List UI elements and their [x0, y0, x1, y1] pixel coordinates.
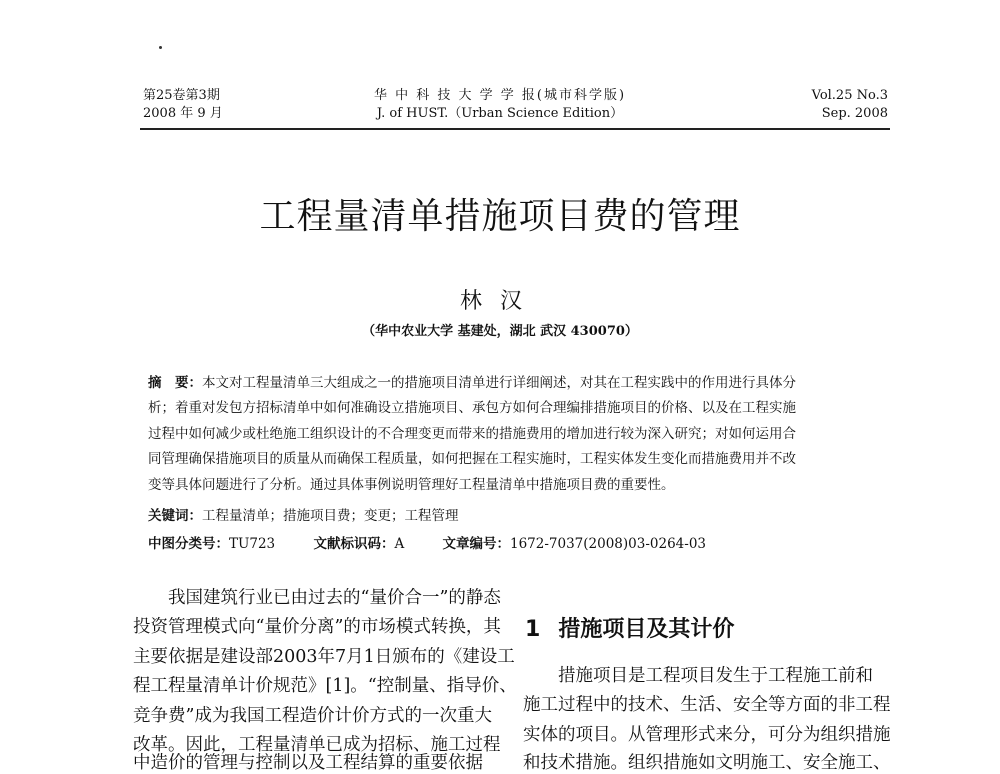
journal-name-en: J. of HUST.（Urban Science Edition） — [376, 106, 624, 121]
abstract-label: 摘 要： — [148, 375, 202, 391]
doc-code-value: A — [394, 536, 405, 552]
abstract-line: 变等具体问题进行了分析。通过具体事例说明管理好工程量清单中措施项目费的重要性。 — [148, 477, 675, 493]
doc-code-label: 文献标识码： — [313, 536, 395, 552]
body-line: 实体的项目。从管理形式来分，可分为组织措施 — [523, 725, 891, 745]
author: 林汉 — [459, 289, 540, 314]
clc-value: TU723 — [229, 536, 276, 552]
date-en: Sep. 2008 — [821, 106, 888, 121]
volume-en: Vol.25 No.3 — [811, 88, 888, 103]
article-number-value: 1672-7037(2008)03-0264-03 — [510, 536, 707, 552]
keywords-value: 工程量清单；措施项目费；变更；工程管理 — [202, 508, 459, 524]
abstract-line — [148, 374, 796, 392]
body-line: 主要依据是建设部2003年7月1日颁布的《建设工 — [133, 647, 515, 667]
body-line: 改革。因此，工程量清单已成为招标、施工过程 — [133, 735, 501, 755]
paper-title: 工程量清单措施项目费的管理 — [259, 196, 741, 237]
body-line: 程工程量清单计价规范》[1]。“控制量、指导价、 — [133, 676, 517, 696]
header-rule — [140, 128, 890, 130]
clc-label: 中图分类号： — [148, 536, 229, 552]
abstract-line: 过程中如何减少或杜绝施工组织设计的不合理变更而带来的措施费用的增加进行较为深入研究；对如何运用合 — [148, 426, 796, 442]
keywords-label: 关键词： — [148, 508, 202, 524]
journal-name-cn: 华 中 科 技 大 学 学 报(城市科学版) — [373, 88, 627, 103]
body-line: 中造价的管理与控制以及工程结算的重要依据 — [133, 753, 483, 773]
body-line: 我国建筑行业已由过去的“量价合一”的静态 — [133, 588, 501, 608]
abstract-line: 同管理确保措施项目的质量从而确保工程质量，如何把握在工程实施时，工程实体发生变化而措施费用并不改 — [148, 451, 796, 467]
issue-date: 2008 年 9 月 — [143, 106, 223, 121]
abstract-line: 析；着重对发包方招标清单中如何准确设立措施项目、承包方如何合理编排措施项目的价格、以及在工程实施 — [148, 400, 796, 416]
section-number: 1 — [525, 617, 541, 642]
body-line: 和技术措施。组织措施如文明施工、安全施工、 — [523, 753, 891, 773]
keywords — [148, 507, 459, 525]
abstract-text: 本文对工程量清单三大组成之一的措施项目清单进行详细阐述，对其在工程实践中的作用进行具体分 — [202, 375, 796, 391]
issue-number: 第25卷第3期 — [143, 88, 220, 103]
body-line: 竞争费”成为我国工程造价计价方式的一次重大 — [133, 706, 492, 726]
affiliation: （华中农业大学 基建处，湖北 武汉 430070） — [362, 324, 638, 339]
body-line: 措施项目是工程项目发生于工程施工前和 — [523, 666, 873, 686]
scan-speck — [159, 46, 162, 49]
body-line: 施工过程中的技术、生活、安全等方面的非工程 — [523, 695, 891, 715]
article-number-label: 文章编号： — [442, 536, 510, 552]
section-title: 措施项目及其计价 — [558, 617, 735, 642]
body-line: 投资管理模式向“量价分离”的市场模式转换，其 — [133, 617, 501, 637]
classification — [148, 535, 706, 553]
section-heading — [525, 612, 734, 643]
